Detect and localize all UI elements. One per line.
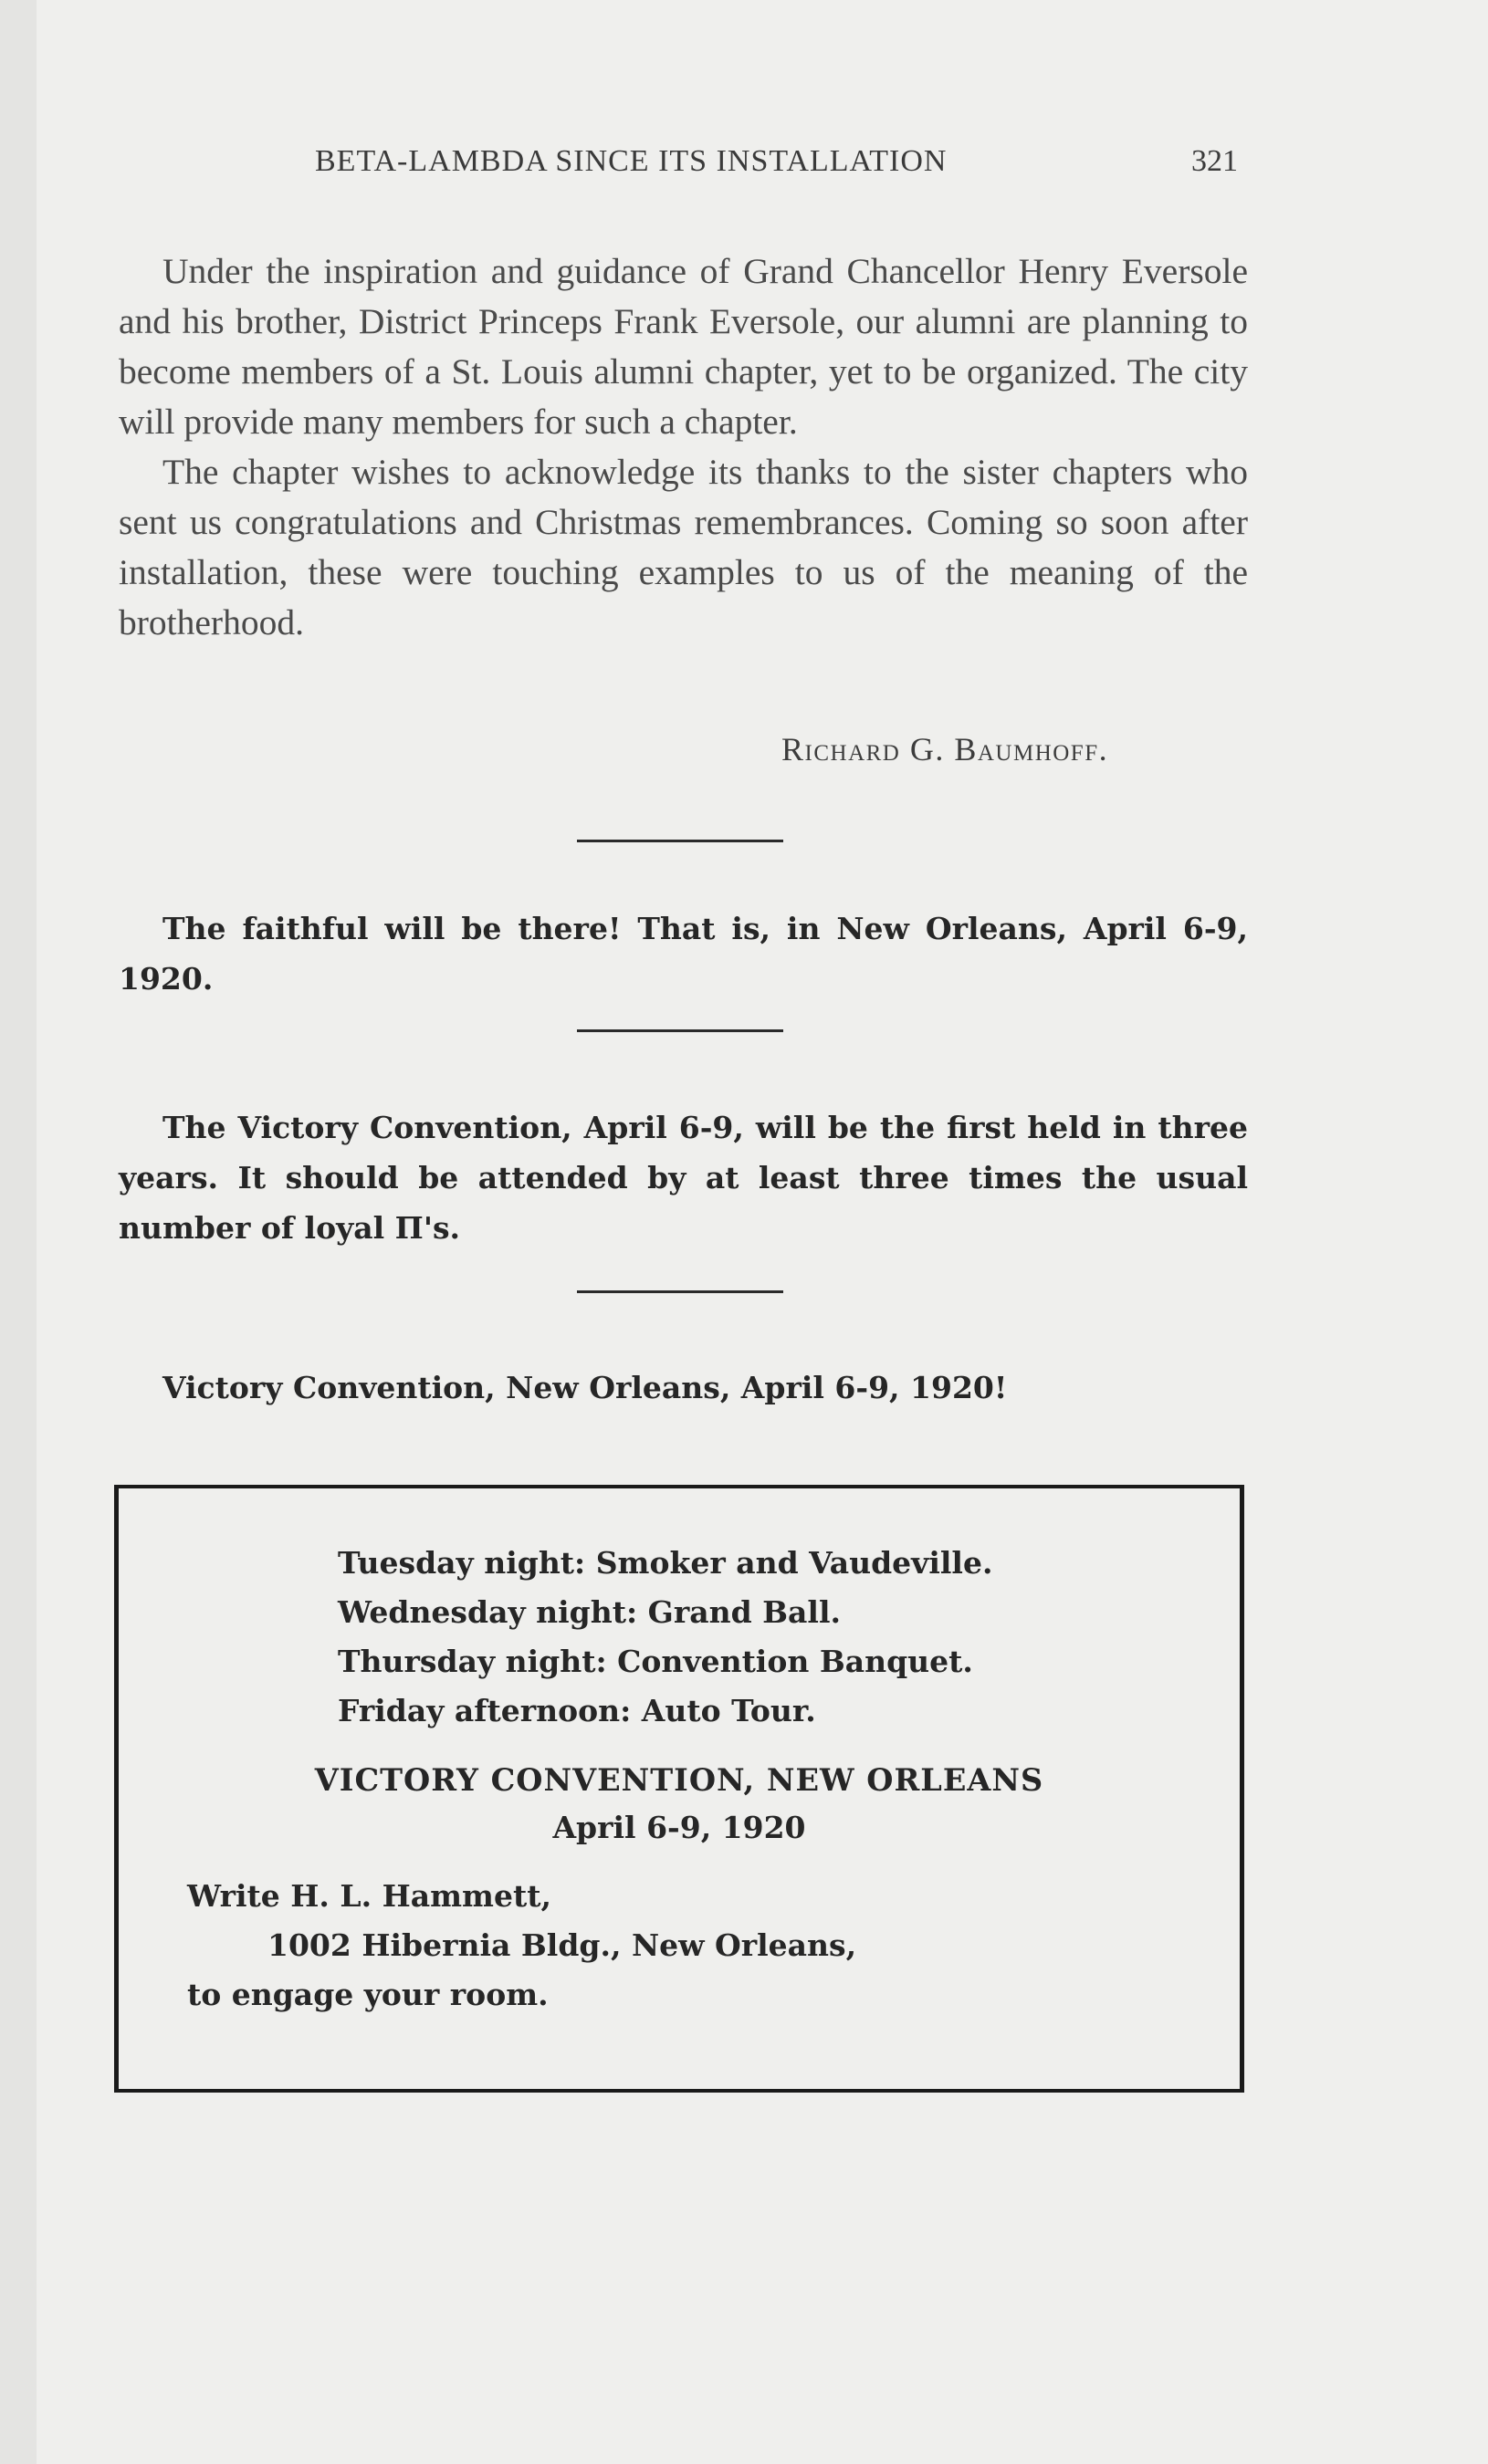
running-header	[0, 144, 1488, 190]
contact-info	[187, 1872, 856, 2020]
page-number: 321	[1191, 144, 1238, 178]
notice-3: Victory Convention, New Orleans, April 6-9, 1920!	[162, 1370, 1008, 1405]
letter-body	[119, 246, 1248, 648]
contact-line: to engage your room.	[187, 1977, 549, 2012]
running-title: BETA-LAMBDA SINCE ITS INSTALLATION	[315, 144, 948, 178]
contact-line: Write H. L. Hammett,	[187, 1878, 551, 1914]
convention-title: VICTORY CONVENTION, NEW ORLEANS	[314, 1762, 1044, 1798]
event-schedule	[338, 1539, 992, 1736]
convention-advertisement-box	[114, 1485, 1244, 2093]
event-item: Thursday night: Convention Banquet.	[338, 1644, 973, 1679]
notice-3-block	[119, 1363, 1248, 1413]
convention-date: April 6-9, 1920	[552, 1810, 806, 1845]
event-item: Wednesday night: Grand Ball.	[338, 1594, 841, 1630]
letter-paragraph-2: The chapter wishes to acknowledge its thanks to the sister chapters who sent us congratulations and Christmas remembrances. Coming so soon after installation, these were touching examples to us of the meaning of the brotherhood.	[119, 452, 1248, 642]
section-divider-1	[577, 840, 783, 842]
notice-2: The Victory Convention, April 6-9, will be the first held in three years. It should be attended by at least three times the usual number of loyal Π's.	[119, 1110, 1248, 1246]
notice-2-block	[119, 1102, 1248, 1253]
letter-signature: Richard G. Baumhoff.	[781, 731, 1109, 767]
event-item: Tuesday night: Smoker and Vaudeville.	[338, 1545, 993, 1581]
notice-1: The faithful will be there! That is, in New Orleans, April 6-9, 1920.	[119, 911, 1248, 997]
event-item: Friday afternoon: Auto Tour.	[338, 1693, 816, 1728]
notice-1-block	[119, 903, 1248, 1004]
letter-paragraph-1: Under the inspiration and guidance of Grand Chancellor Henry Eversole and his brother, District Princeps Frank Eversole, our alumni are planning to become members of a St. Louis alumni chapter, yet to be organized. The city will provide many members for such a chapter.	[119, 251, 1248, 442]
section-divider-2	[577, 1029, 783, 1032]
section-divider-3	[577, 1290, 783, 1293]
contact-line: 1002 Hibernia Bldg., New Orleans,	[267, 1927, 857, 1963]
